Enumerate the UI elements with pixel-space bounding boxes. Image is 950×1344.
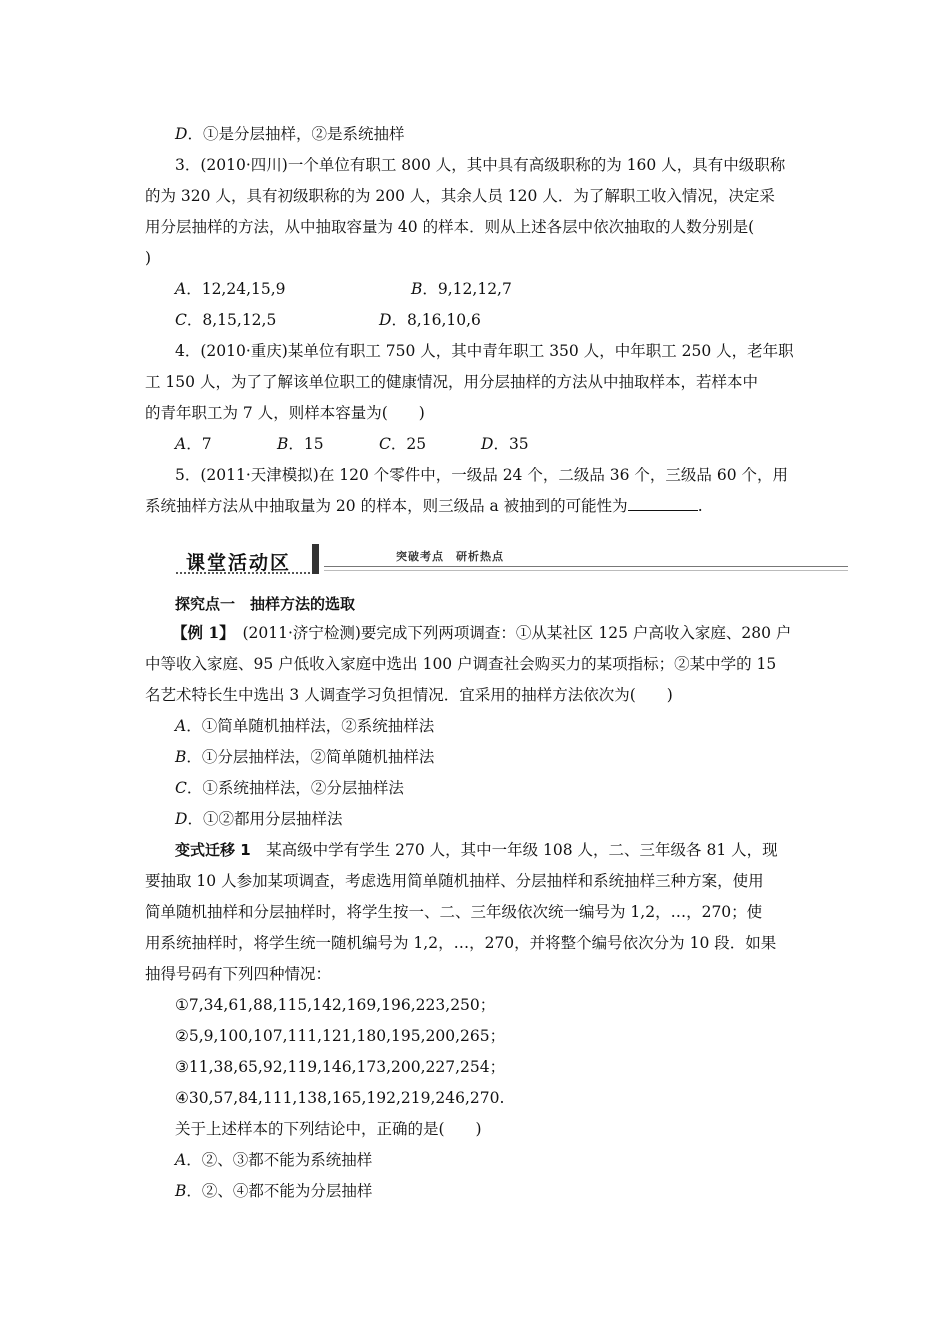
q5-line1: 5．(2011·天津模拟)在 120 个零件中，一级品 24 个，二级品 36 个，三级品 60 个，用 [175,466,789,484]
q3-line4: ) [145,249,152,267]
section-banner [176,544,848,578]
variation1-line1: 变式迁移 1 某高级中学有学生 270 人，其中一年级 108 人，二、三年级各 81 人，现 [175,841,778,859]
example1-option-b: B．①分层抽样法，②简单随机抽样法 [175,748,435,766]
example1-line3: 名艺术特长生中选出 3 人调查学习负担情况．宜采用的抽样方法依次为( ) [145,686,673,704]
variation1-tag: 变式迁移 1 [175,841,251,859]
variation1-option-b: B．②、④都不能为分层抽样 [175,1182,373,1200]
sample-1: ①7,34,61,88,115,142,169,196,223,250； [175,996,496,1014]
q3-options-row2 [175,310,840,330]
example1-line2: 中等收入家庭、95 户低收入家庭中选出 100 户调查社会购买力的某项指标；②某中学的 15 [145,655,777,673]
answer-blank [628,496,698,511]
sample-4: ④30,57,84,111,138,165,192,219,246,270. [175,1089,505,1107]
banner-divider-bar [312,544,319,574]
q3-option-b: B．9,12,12,7 [411,280,512,298]
example1-option-a: A．①简单随机抽样法，②系统抽样法 [175,717,435,735]
banner-rule [324,566,848,567]
example1-option-c: C．①系统抽样法，②分层抽样法 [175,779,404,797]
banner-title: 课堂活动区 [186,552,292,574]
q4-line2: 工 150 人，为了了解该单位职工的健康情况，用分层抽样的方法从中抽取样本，若样本中 [145,373,758,391]
q5-line2: 系统抽样方法从中抽取量为 20 的样本，则三级品 a 被抽到的可能性为 . [145,497,703,515]
q4-option-b: B．15 [277,435,324,453]
variation1-question: 关于上述样本的下列结论中，正确的是( ) [175,1120,482,1138]
q4-line1: 4．(2010·重庆)某单位有职工 750 人，其中青年职工 350 人，中年职工 250 人，老年职 [175,342,794,360]
q3-line2: 的为 320 人，具有初级职称的为 200 人，其余人员 120 人．为了解职工收入情况，决定采 [145,187,775,205]
q3-line1: 3．(2010·四川)一个单位有职工 800 人，其中具有高级职称的为 160 人，具有中级职称 [175,156,786,174]
q3-option-c: C．8,15,12,5 [175,311,277,329]
variation1-option-a: A．②、③都不能为系统抽样 [175,1151,373,1169]
sample-2: ②5,9,100,107,111,121,180,195,200,265； [175,1027,506,1045]
banner-subtitle: 突破考点 研析热点 [396,550,504,563]
q3-option-d: D．8,16,10,6 [379,311,481,329]
q3-options-row1 [175,279,840,299]
example1-line1: 【例 1】 (2011·济宁检测)要完成下列两项调查：①从某社区 125 户高收入家庭、280 户 [172,623,792,642]
variation1-line2: 要抽取 10 人参加某项调查，考虑选用简单随机抽样、分层抽样和系统抽样三种方案，使用 [145,872,764,890]
q4-option-a: A．7 [175,435,212,453]
q4-options [175,434,840,454]
q4-line3: 的青年职工为 7 人，则样本容量为( ) [145,404,425,422]
q2-option-d: D．①是分层抽样，②是系统抽样 [175,125,405,143]
example1-tag: 【例 1】 [172,623,227,642]
q4-option-d: D．35 [481,435,529,453]
section-title: 探究点一 抽样方法的选取 [175,595,356,613]
variation1-line3: 简单随机抽样和分层抽样时，将学生按一、二、三年级依次统一编号为 1,2，…，270；使 [145,903,763,921]
example1-option-d: D．①②都用分层抽样法 [175,810,343,828]
variation1-line5: 抽得号码有下列四种情况： [145,965,332,983]
banner-dotted-underline [176,572,310,574]
sample-3: ③11,38,65,92,119,146,173,200,227,254； [175,1058,506,1076]
banner-rule-thin [324,570,848,571]
q3-option-a: A．12,24,15,9 [175,280,286,298]
q4-option-c: C．25 [379,435,427,453]
q3-line3: 用分层抽样的方法，从中抽取容量为 40 的样本．则从上述各层中依次抽取的人数分别是( [145,218,755,236]
variation1-line4: 用系统抽样时，将学生统一随机编号为 1,2，…，270，并将整个编号依次分为 10 段．如果 [145,934,777,952]
